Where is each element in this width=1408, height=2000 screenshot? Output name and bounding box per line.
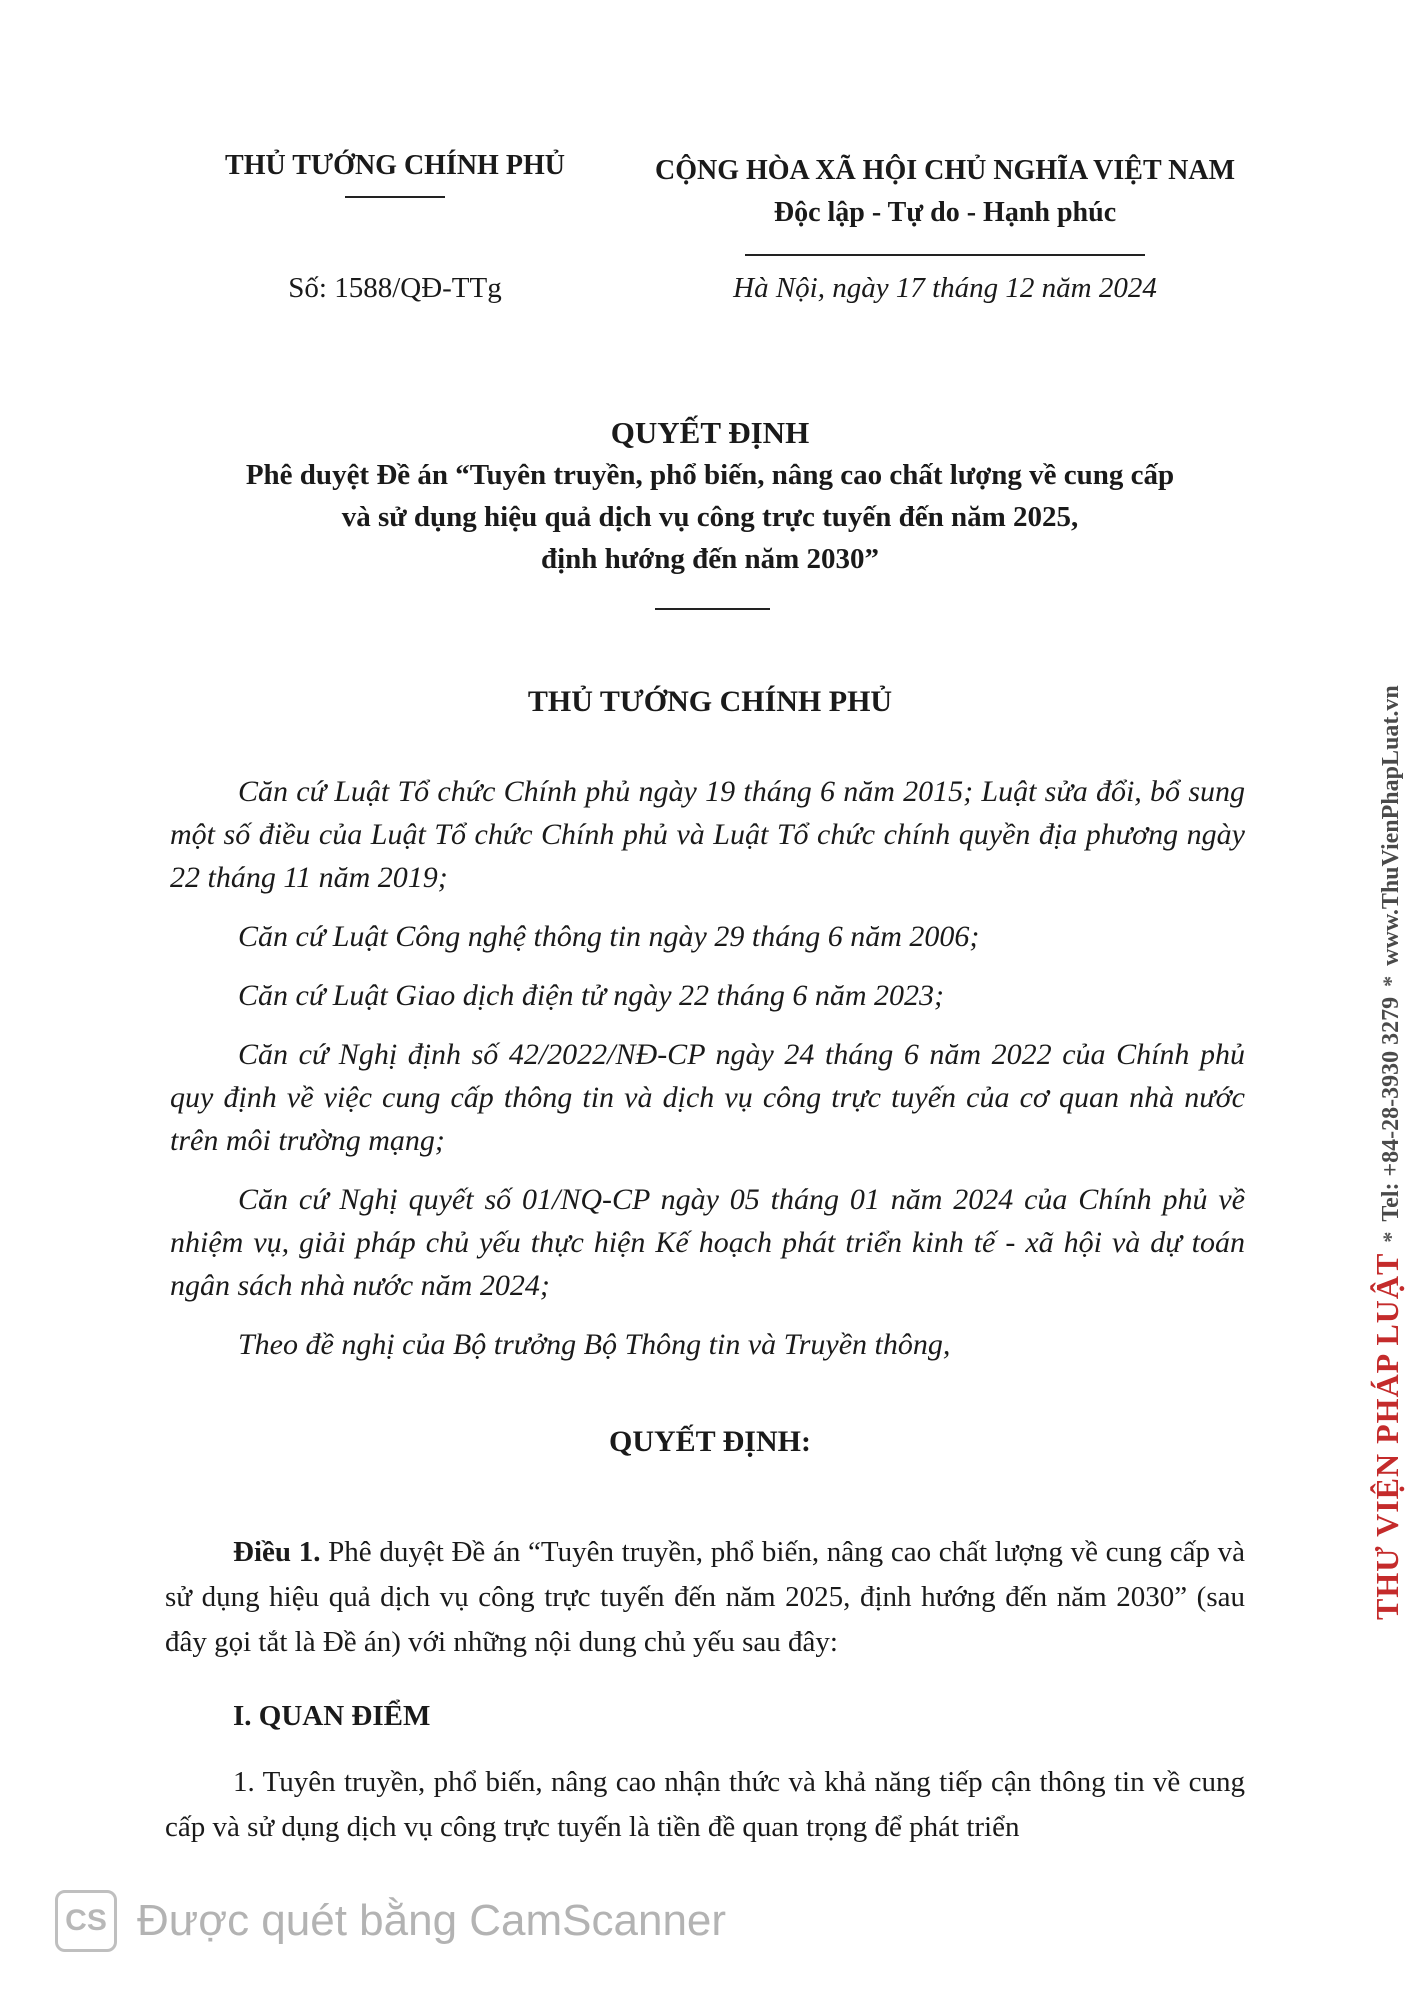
- motto-underline: [745, 254, 1145, 256]
- place-and-date: Hà Nội, ngày 17 tháng 12 năm 2024: [733, 272, 1157, 304]
- title-divider: [655, 608, 770, 610]
- issuer-name: THỦ TƯỚNG CHÍNH PHỦ: [225, 150, 565, 181]
- document-number: Số: 1588/QĐ-TTg: [288, 272, 502, 304]
- scanner-caption: Được quét bằng CamScanner: [137, 1896, 727, 1945]
- basis-paragraph: Căn cứ Nghị định số 42/2022/NĐ-CP ngày 24 tháng 6 năm 2022 của Chính phủ quy định về việc cung cấp thông tin và dịch vụ công trực tuyến của cơ quan nhà nước trên môi trường mạng;: [170, 1038, 1245, 1157]
- article-1: [165, 1530, 1245, 1665]
- title-line-1: Phê duyệt Đề án “Tuyên truyền, phổ biến, nâng cao chất lượng về cung cấp: [245, 459, 1175, 491]
- issuer-underline: [345, 196, 445, 198]
- issuer-block: [195, 150, 595, 198]
- section-heading: I. QUAN ĐIỂM: [233, 1700, 431, 1732]
- decision-heading: QUYẾT ĐỊNH:: [609, 1425, 811, 1458]
- section-point: [165, 1760, 1245, 1850]
- basis-paragraph: Căn cứ Nghị quyết số 01/NQ-CP ngày 05 tháng 01 năm 2024 của Chính phủ về nhiệm vụ, giải pháp chủ yếu thực hiện Kế hoạch phát triển kinh tế - xã hội và dự toán ngân sách nhà nước năm 2024;: [170, 1183, 1245, 1302]
- article-1-paragraph: [165, 1530, 1245, 1665]
- camscanner-logo-icon: CS: [55, 1890, 117, 1952]
- issuing-authority: THỦ TƯỚNG CHÍNH PHỦ: [527, 685, 893, 718]
- point-1-text: 1. Tuyên truyền, phổ biến, nâng cao nhận thức và khả năng tiếp cận thông tin về cung cấp và sử dụng dịch vụ công trực tuyến là tiền đề quan trọng để phát triển: [165, 1766, 1245, 1843]
- national-heading: [620, 150, 1270, 256]
- watermark-separator: *: [1378, 975, 1403, 987]
- basis-paragraph: Căn cứ Luật Giao dịch điện tử ngày 22 tháng 6 năm 2023;: [238, 979, 945, 1012]
- title-line-2: và sử dụng hiệu quả dịch vụ công trực tuyến đến năm 2025,: [341, 501, 1079, 533]
- document-type: QUYẾT ĐỊNH: [610, 415, 810, 450]
- watermark-brand: THƯ VIỆN PHÁP LUẬT: [1369, 1252, 1405, 1620]
- title-line-3: định hướng đến năm 2030”: [540, 543, 880, 575]
- watermark-separator: *: [1378, 1231, 1403, 1243]
- national-motto: Độc lập - Tự do - Hạnh phúc: [773, 197, 1117, 228]
- legal-basis: [170, 770, 1245, 1382]
- article-text: Phê duyệt Đề án “Tuyên truyền, phổ biến, nâng cao chất lượng về cung cấp và sử dụng hiệu quả dịch vụ công trực tuyến đến năm 2025, định hướng đến năm 2030” (sau đây gọi tắt là Đề án) với những nội dung chủ yếu sau đây:: [165, 1536, 1246, 1658]
- country-name: CỘNG HÒA XÃ HỘI CHỦ NGHĨA VIỆT NAM: [654, 155, 1236, 186]
- article-label: Điều 1.: [233, 1536, 321, 1568]
- basis-paragraph: Căn cứ Luật Tổ chức Chính phủ ngày 19 tháng 6 năm 2015; Luật sửa đổi, bổ sung một số điều của Luật Tổ chức Chính phủ và Luật Tổ chức chính quyền địa phương ngày 22 tháng 11 năm 2019;: [170, 775, 1245, 894]
- basis-paragraph: Theo đề nghị của Bộ trưởng Bộ Thông tin và Truyền thông,: [238, 1328, 951, 1361]
- watermark-phone: Tel: +84-28-3930 3279: [1378, 996, 1404, 1222]
- document-title: [170, 412, 1250, 580]
- scanner-footer: [55, 1890, 726, 1952]
- watermark-website: www.ThuVienPhapLuat.vn: [1378, 685, 1404, 966]
- side-watermark: [1369, 685, 1406, 1620]
- basis-paragraph: Căn cứ Luật Công nghệ thông tin ngày 29 tháng 6 năm 2006;: [238, 920, 980, 953]
